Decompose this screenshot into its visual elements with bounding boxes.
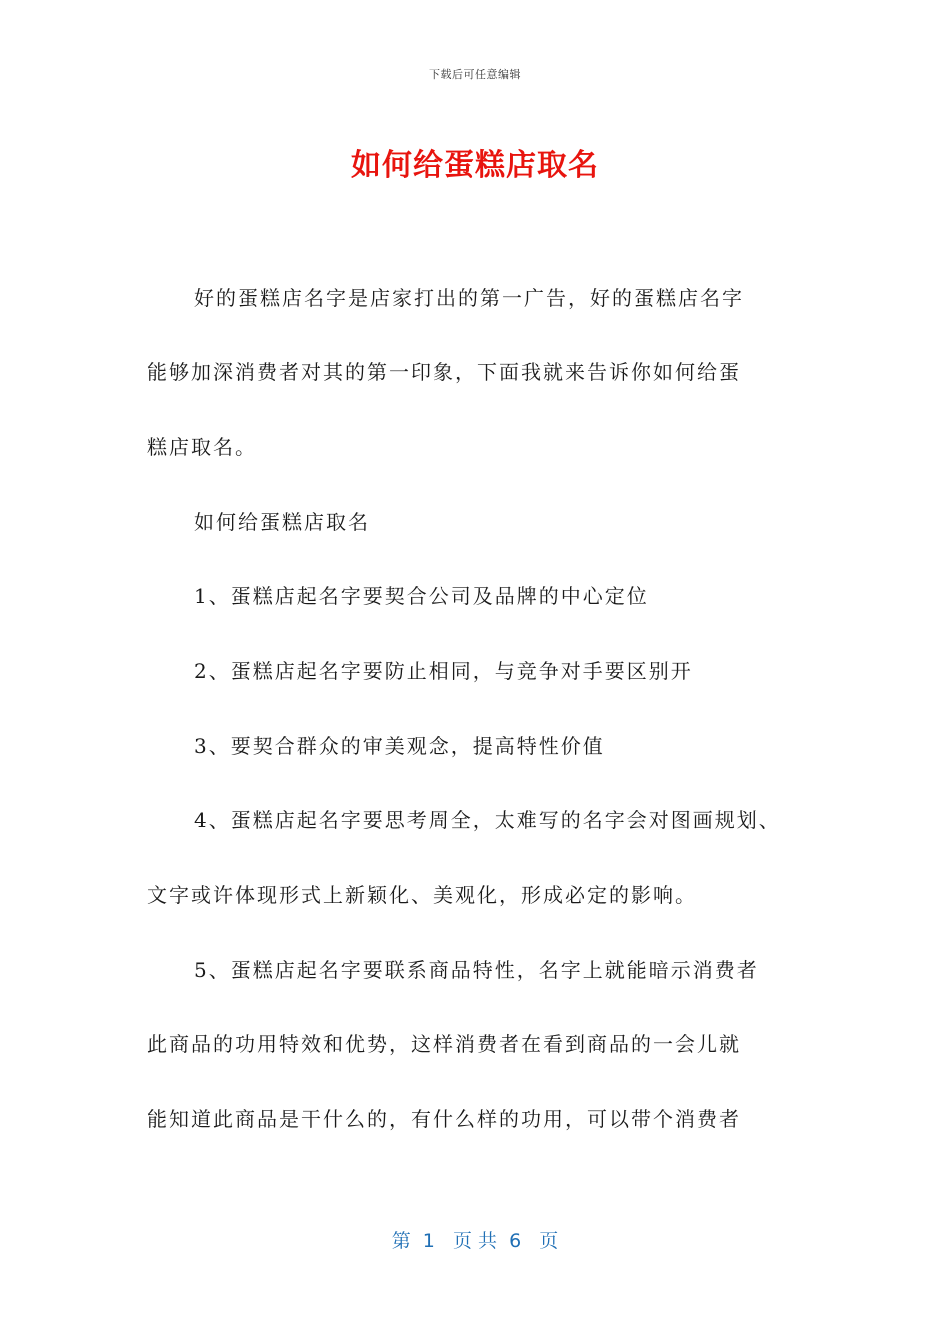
paragraph-line: 好的蛋糕店名字是店家打出的第一广告，好的蛋糕店名字: [194, 286, 744, 310]
list-item: 3、要契合群众的审美观念，提高特性价值: [194, 734, 605, 758]
paragraph-line: 糕店取名。: [147, 435, 257, 459]
list-item-continuation: 能知道此商品是干什么的，有什么样的功用，可以带个消费者: [147, 1107, 741, 1131]
header-note: 下载后可任意编辑: [429, 68, 521, 81]
document-title: 如何给蛋糕店取名: [351, 148, 599, 183]
list-item-continuation: 此商品的功用特效和优势，这样消费者在看到商品的一会儿就: [147, 1032, 741, 1056]
section-heading: 如何给蛋糕店取名: [194, 510, 370, 534]
list-item: 5、蛋糕店起名字要联系商品特性，名字上就能暗示消费者: [194, 958, 759, 982]
list-item-continuation: 文字或许体现形式上新颖化、美观化，形成必定的影响。: [147, 883, 697, 907]
list-item: 4、蛋糕店起名字要思考周全，太难写的名字会对图画规划、: [194, 808, 781, 832]
page-number: 第 1 页 共 6 页: [391, 1230, 559, 1252]
list-item: 1、蛋糕店起名字要契合公司及品牌的中心定位: [194, 584, 649, 608]
list-item: 2、蛋糕店起名字要防止相同，与竞争对手要区别开: [194, 659, 693, 683]
paragraph-line: 能够加深消费者对其的第一印象，下面我就来告诉你如何给蛋: [147, 360, 741, 384]
